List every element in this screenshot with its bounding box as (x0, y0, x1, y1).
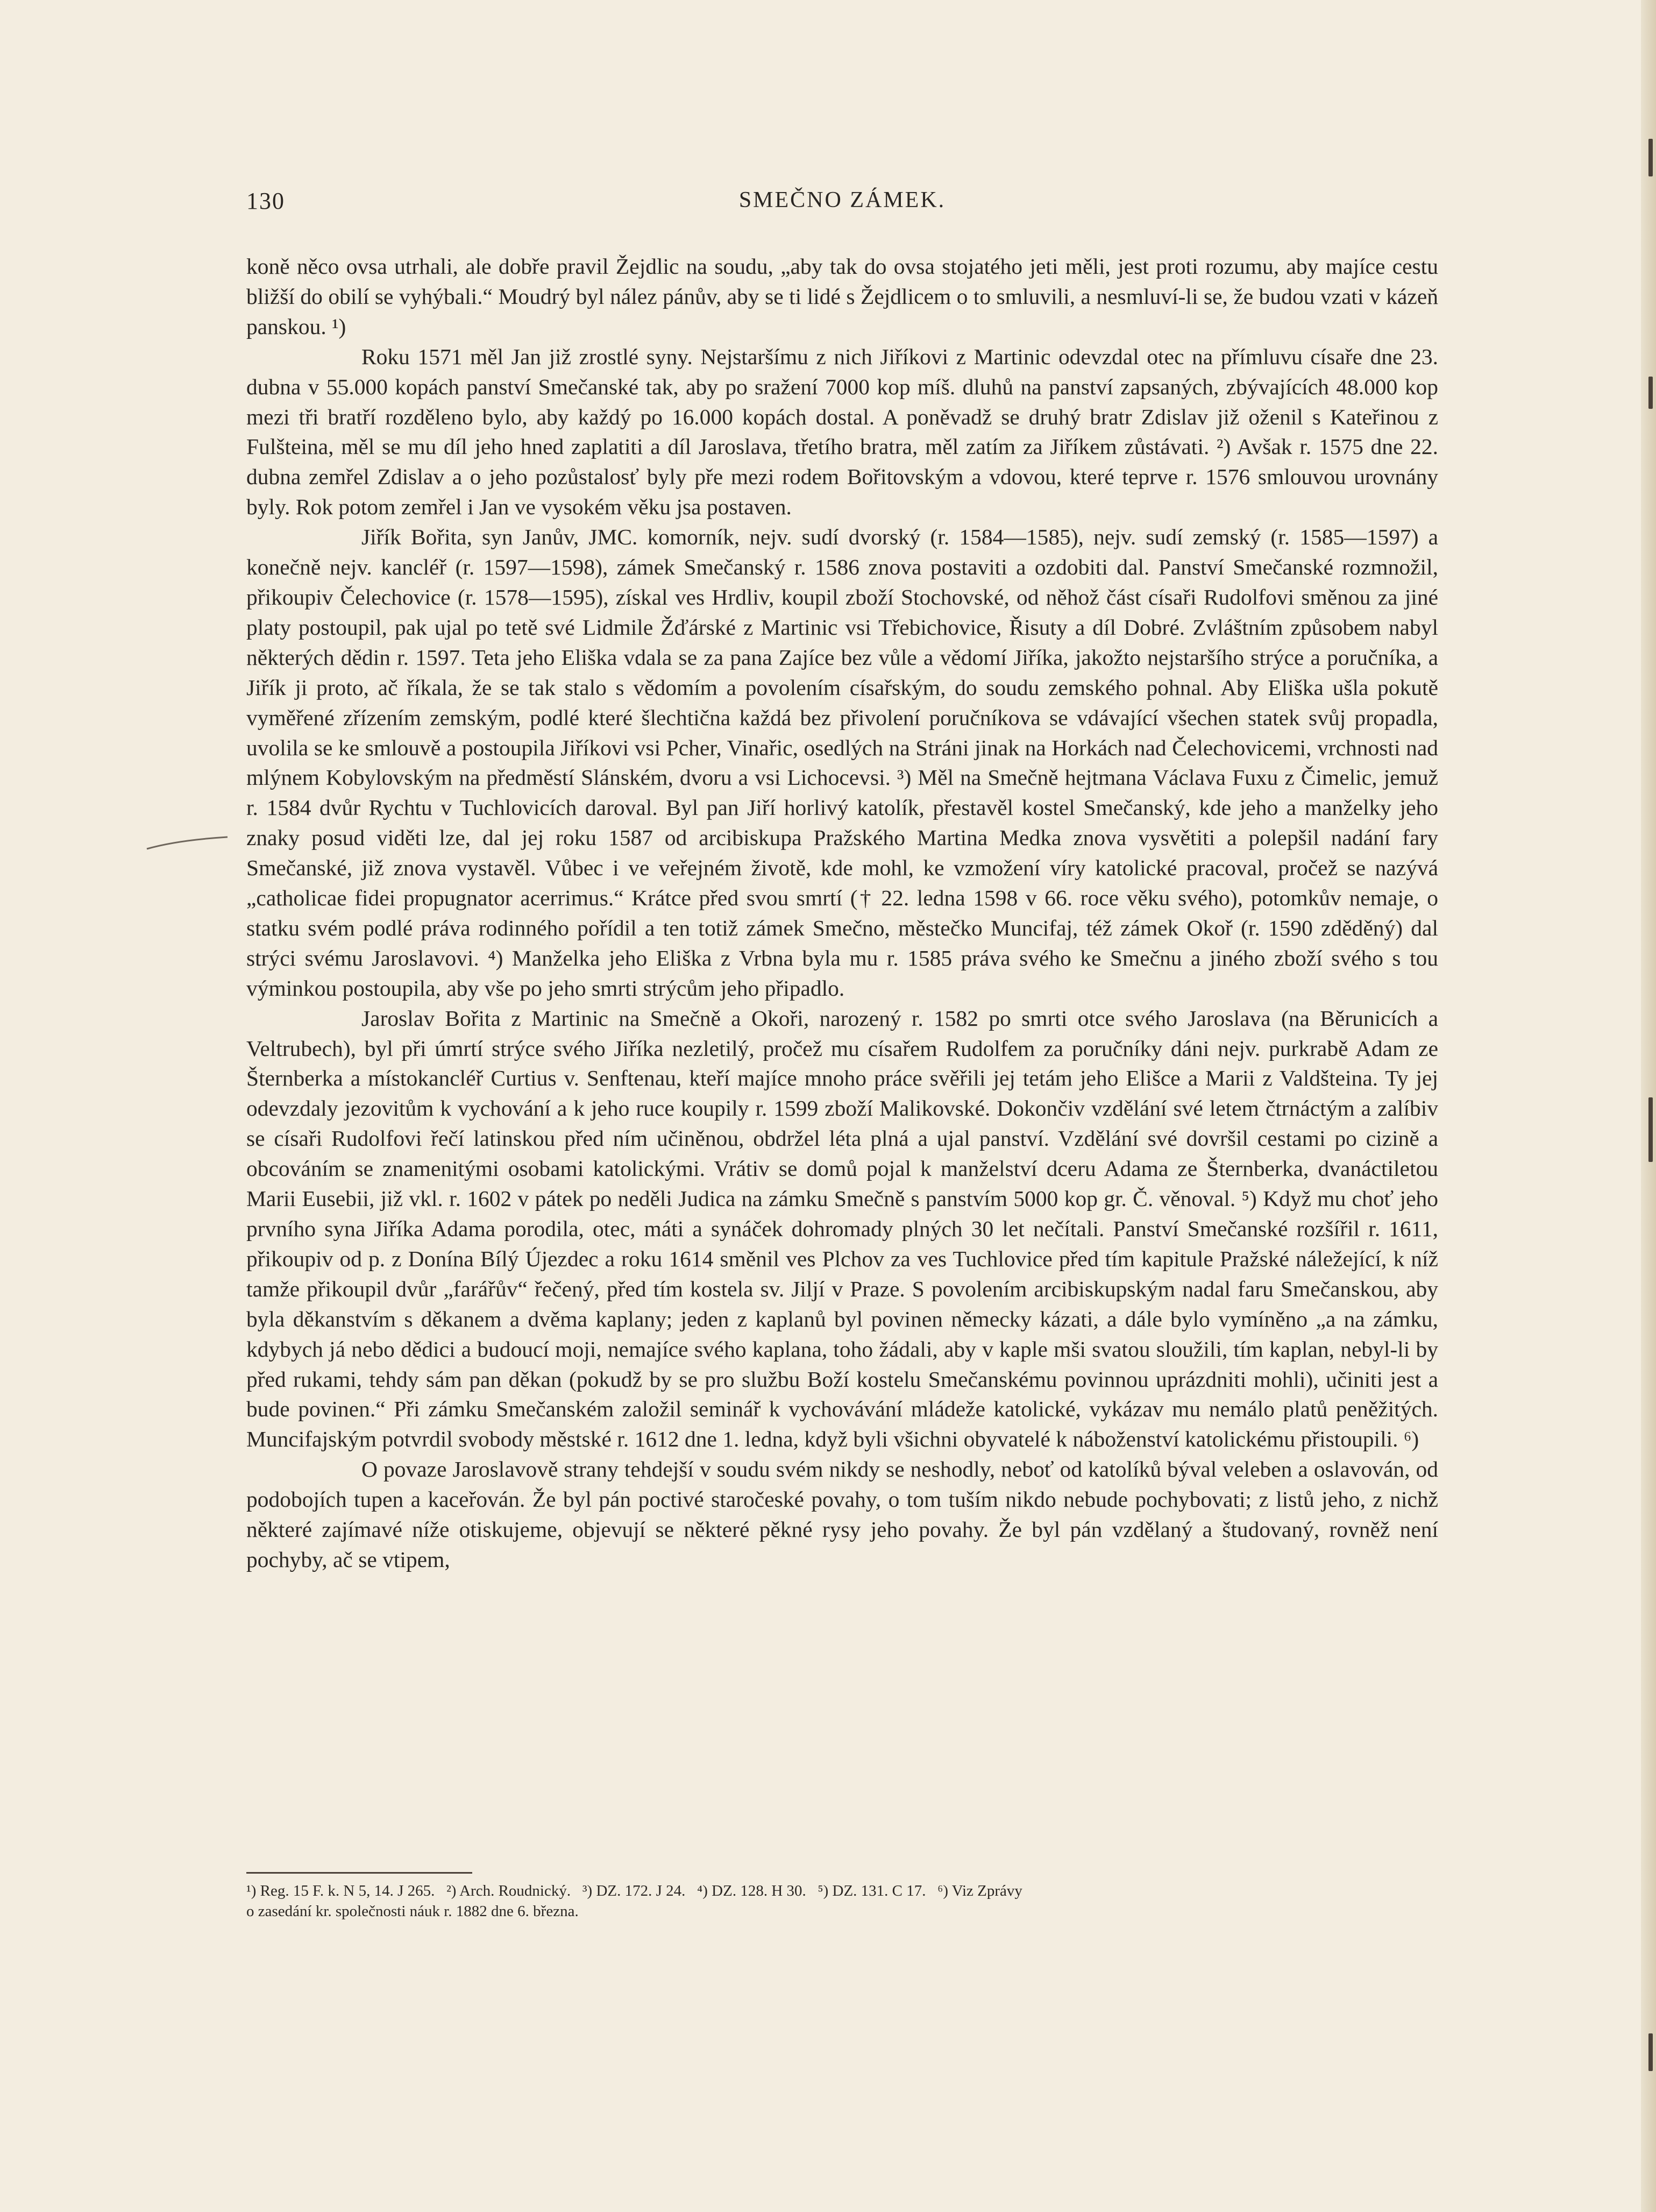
binding-mark (1648, 377, 1653, 409)
page-title: SMEČNO ZÁMEK. (738, 188, 946, 212)
footnote-line: o zasedání kr. společnosti náuk r. 1882 dne 6. března. (246, 1903, 579, 1920)
paragraph: O povaze Jaroslavově strany tehdejší v soudu svém nikdy se neshodly, neboť od katolíků býval veleben a oslavován, od podobojích tupen a kaceřován. Že byl pán poctivé staročeské povahy, o tom tuším nikdo nebude pochybovati; z listů jeho, z nichž některé zajímavé níže otiskujeme, objevují se některé pěkné rysy jeho povahy. Že byl pán vzdělaný a študovaný, rovněž není pochyby, ač se vtipem, (246, 1457, 1438, 1572)
page-number: 130 (246, 188, 285, 214)
page-edge (1641, 0, 1656, 2212)
binding-mark (1648, 2033, 1653, 2071)
paragraph: koně něco ovsa utrhali, ale dobře pravil Žejdlic na soudu, „aby tak do ovsa stojatého jeti měli, jest proti rozumu, aby majíce cestu bližší do obilí se vyhýbali.“ Moudrý byl nález pánův, aby se ti lidé s Žejdlicem o to smluvili, a nesmluví-li se, že budou vzati v kázeň panskou. ¹) (246, 254, 1438, 339)
paragraph: Jaroslav Bořita z Martinic na Smečně a Okoři, narozený r. 1582 po smrti otce svého Jaroslava (na Běrunicích a Veltrubech), byl při úmrtí strýce svého Jiříka nezletilý, pročež mu císařem Rudolfem za poručníky dáni nejv. purkrabě Adam ze Šternberka a místokancléř Curtius v. Senftenau, kteří majíce mnoho práce svěřili jej tetám jeho Elišce a Marii z Valdšteina. Ty jej odevzdaly jezovitům k vychování a k jeho ruce koupily r. 1599 zboží Malikovské. Dokončiv vzdělání své letem čtrnáctým a zalíbiv se císaři Rudolfovi řečí latinskou před ním učiněnou, obdržel léta plná a ujal panství. Vzdělání své dovršil cestami po cizině a obcováním se znamenitými osobami katolickými. Vrátiv se domů pojal k manželství dceru Adama ze Šternberka, dvanáctiletou Marii Eusebii, již vkl. r. 1602 v pátek po neděli Judica na zámku Smečně s panstvím 5000 kop gr. Č. věnoval. ⁵) Když mu choť jeho prvního syna Jiříka Adama porodila, otec, máti a synáček dohromady plných 30 let nečítali. Panství Smečanské rozšířil r. 1611, přikoupiv od p. z Donína Bílý Újezdec a roku 1614 směnil ves Plchov za ves Tuchlovice před tím kapitule Pražské náležející, k níž tamže přikoupil dvůr „farářův“ řečený, před tím kostela sv. Jiljí v Praze. S povolením arcibiskupským nadal faru Smečanskou, aby byla děkanstvím s děkanem a dvěma kaplany; jeden z kaplanů byl povinen německy kázati, a dále bylo vymíněno „a na zámku, kdybych já nebo dědici a budoucí moji, nemajíce svého kaplana, toho žádali, aby v kaple mši svatou sloužili, tím kaplan, nebyl-li by před rukami, tehdy sám pan děkan (pokudž by se pro službu Boží kostelu Smečanskému povinnou uprázdniti mohli), učiniti jest a bude povinen.“ Při zámku Smečanském založil seminář k vychovávání mládeže katolické, vykázav mu nemálo platů peněžitých. Muncifajským potvrdil svobody městské r. 1612 dne 1. ledna, když byli všichni obyvatelé k náboženství katolickému přistoupili. ⁶) (246, 1005, 1438, 1452)
footnote-rule (246, 1872, 472, 1874)
running-head (246, 187, 1438, 219)
paragraph: Jiřík Bořita, syn Janův, JMC. komorník, nejv. sudí dvorský (r. 1584—1585), nejv. sudí zemský (r. 1585—1597) a konečně nejv. kancléř (r. 1597—1598), zámek Smečanský r. 1586 znova postaviti a ozdobiti dal. Panství Smečanské rozmnožil, přikoupiv Čelechovice (r. 1578—1595), získal ves Hrdliv, koupil zboží Stochovské, od něhož část císaři Rudolfovi směnou za jiné platy postoupil, pak ujal po tetě své Lidmile Žďárské z Martinic vsi Třebichovice, Řisuty a díl Dobré. Zvláštním způsobem nabyl některých dědin r. 1597. Teta jeho Eliška vdala se za pana Zajíce bez vůle a vědomí Jiříka, jakožto nejstaršího strýce a poručníka, a Jiřík ji proto, ač říkala, že se tak stalo s vědomím a povolením císařským, do soudu zemského pohnal. Aby Eliška ušla pokutě vyměřené zřízením zemským, podlé které šlechtična každá bez přivolení poručníkova se vdávající všechen statek svůj propadla, uvolila se ke smlouvě a postoupila Jiříkovi vsi Pcher, Vinařic, osedlých na Stráni jinak na Horkách nad Čelechovicemi, vrchnosti nad mlýnem Kobylovským na předměstí Slánském, dvoru a vsi Lichocevsi. ³) Měl na Smečně hejtmana Václava Fuxu z Čimelic, jemuž r. 1584 dvůr Rychtu v Tuchlovicích daroval. Byl pan Jiří horlivý katolík, přestavěl kostel Smečanský, kde jeho a manželky jeho znaky posud viděti lze, dal jej roku 1587 od arcibiskupa Pražského Martina Medka znova vysvětiti a polepšil nadání fary Smečanské, již znova vystavěl. Vůbec i ve veřejném životě, kde mohl, ke vzmožení víry katolické pracoval, pročež se nazývá „catholicae fidei propugnator acerrimus.“ Krátce před svou smrtí († 22. ledna 1598 v 66. roce věku svého), potomkův nemaje, o statku svém podlé práva rodinného pořídil a ten totiž zámek Smečno, městečko Muncifaj, též zámek Okoř (r. 1590 zděděný) dal strýci svému Jaroslavovi. ⁴) Manželka jeho Eliška z Vrbna byla mu r. 1585 práva svého ke Smečnu a jiného zboží svého s tou výminkou postoupila, aby vše po jeho smrti strýcům jeho připadlo. (246, 524, 1438, 1001)
main-text (246, 252, 1438, 1575)
paragraph: Roku 1571 měl Jan již zrostlé syny. Nejstaršímu z nich Jiříkovi z Martinic odevzdal otec na přímluvu císaře dne 23. dubna v 55.000 kopách panství Smečanské tak, aby po sražení 7000 kop míš. dluhů na panství zapsaných, zbývajících 48.000 kop mezi tři bratří rozděleno bylo, aby každý po 16.000 kopách dostal. A poněvadž se druhý bratr Zdislav již oženil s Kateřinou z Fulšteina, měl se mu díl jeho hned zaplatiti a díl Jaroslava, třetího bratra, měl zatím za Jiříkem zůstávati. ²) Avšak r. 1575 dne 22. dubna zemřel Zdislav a o jeho pozůstalosť byly pře mezi rodem Bořitovským a vdovou, které teprve r. 1576 smlouvou urovnány byly. Rok potom zemřel i Jan ve vysokém věku jsa postaven. (246, 344, 1438, 520)
pencil-margin-mark (144, 833, 230, 854)
binding-mark (1648, 139, 1653, 176)
binding-mark (1648, 1097, 1653, 1162)
footnotes (246, 1881, 1438, 1922)
footnote-line: ¹) Reg. 15 F. k. N 5, 14. J 265. ²) Arch. Roudnický. ³) DZ. 172. J 24. ⁴) DZ. 128. H 30. ⁵) DZ. 131. C 17. ⁶) Viz Zprávy (246, 1882, 1022, 1899)
